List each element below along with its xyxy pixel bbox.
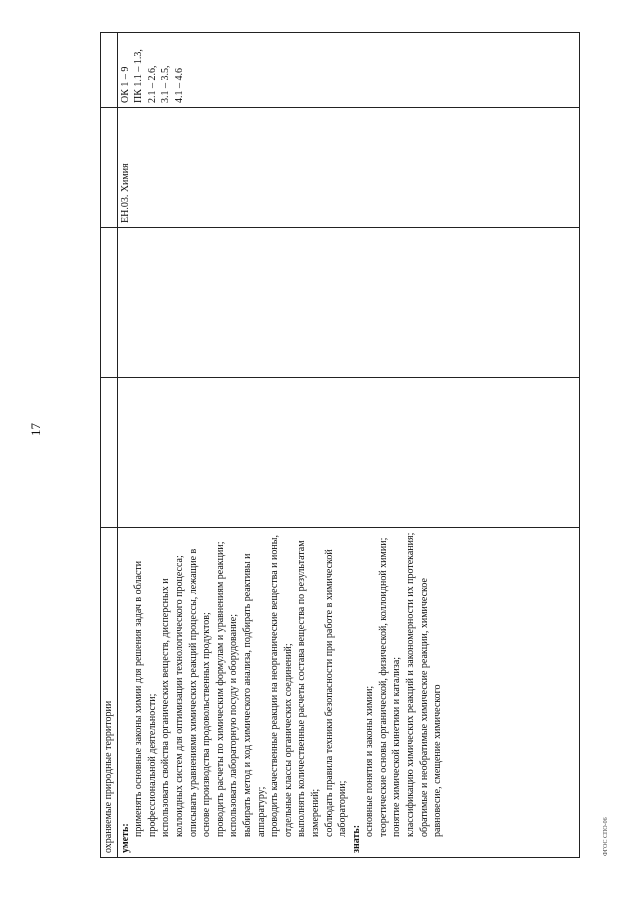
header-cell-empty xyxy=(101,228,118,378)
umet-item: описывать уравнениями химических реакций процессы, лежащие в основе производства продовольственных продуктов; xyxy=(187,548,213,837)
znat-item: основные понятия и законы химии; xyxy=(364,685,376,837)
table-row-main xyxy=(117,33,579,858)
umet-item: применять основные законы химии для решения задач в области профессиональной деятельности; xyxy=(133,560,158,837)
header-cell-empty xyxy=(101,33,118,108)
umet-item: выполнять количественные расчеты состава вещества по результатам измерений; xyxy=(296,540,321,837)
competency-item: ОК 1 – 9 xyxy=(119,66,131,103)
znat-label: знать: xyxy=(350,824,362,853)
header-row-text: охраняемые природные территории xyxy=(103,700,114,853)
umet-item: проводить расчеты по химическим формулам и уравнениям реакции; xyxy=(214,541,226,837)
umet-item: использовать лабораторную посуду и оборудование; xyxy=(228,614,240,837)
znat-item: обратимые и необратимые химические реакции, химическое равновесие, смещение химического xyxy=(418,578,444,837)
discipline-cell xyxy=(117,108,579,228)
empty-cell xyxy=(117,228,579,378)
znat-item: теоретические основы органической, физической, коллоидной химии; xyxy=(377,537,389,837)
footer-code: ФГОС СПО-06 xyxy=(603,817,609,856)
znat-item: понятие химической кинетики и катализа; xyxy=(391,656,403,837)
competency-item: 2.1 – 2.6, xyxy=(146,65,158,103)
header-cell-empty xyxy=(101,378,118,528)
umet-item: выбирать метод и ход химического анализа, подбирать реактивы и аппаратуру; xyxy=(241,553,267,837)
header-cell-text xyxy=(101,528,118,858)
umet-label: уметь: xyxy=(119,823,131,853)
umet-item: использовать свойства органических веществ, дисперсных и коллоидных систем для оптимизации технологического процесса; xyxy=(160,555,185,837)
competencies-cell xyxy=(117,33,579,108)
umet-item: проводить качественные реакции на неорганические вещества и ионы, отдельные классы органических соединений; xyxy=(269,535,294,837)
table-row-header xyxy=(101,33,118,858)
competency-item: 4.1 – 4.6 xyxy=(173,68,185,103)
umet-item: соблюдать правила техники безопасности при работе в химической лаборатории; xyxy=(323,549,349,837)
competency-item: 3.1 – 3.5, xyxy=(160,65,172,103)
empty-cell xyxy=(117,378,579,528)
curriculum-table-rotated xyxy=(100,33,580,858)
header-cell-empty xyxy=(101,108,118,228)
page-number: 17 xyxy=(28,423,43,436)
competency-item: ПК 1.1 – 1.3, xyxy=(133,49,145,103)
curriculum-table xyxy=(100,32,580,858)
znat-item: классификацию химических реакций и закономерности их протекания; xyxy=(405,532,417,837)
discipline-name: ЕН.03. Химия xyxy=(119,163,131,223)
skills-cell xyxy=(117,528,579,858)
